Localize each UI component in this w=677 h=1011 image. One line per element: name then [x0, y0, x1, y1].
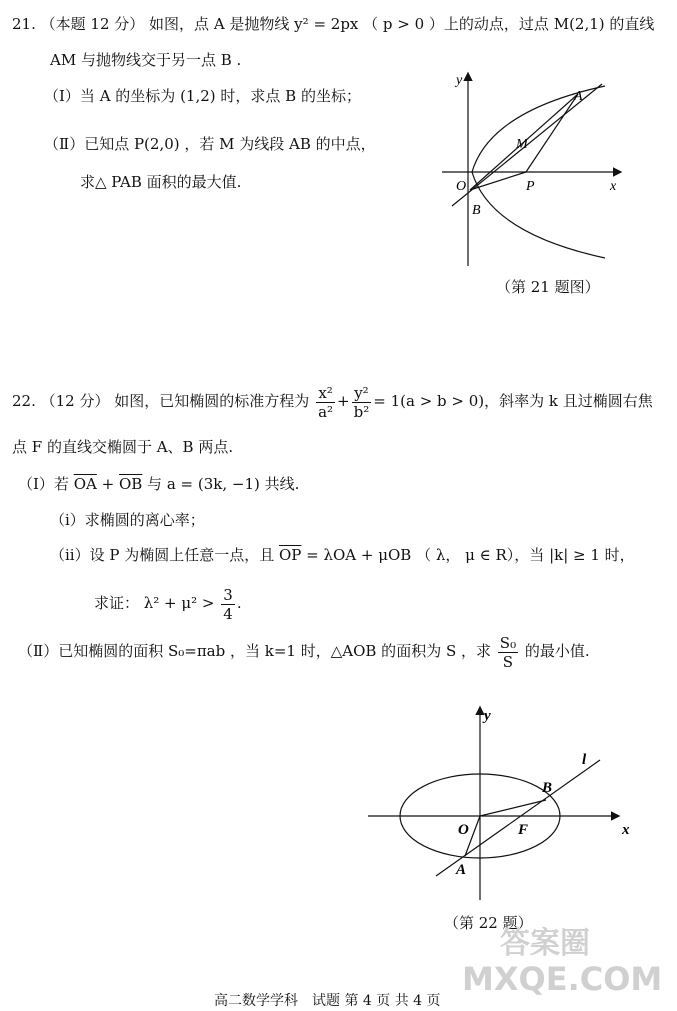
q22-frac-x: $\frac{\text{x²}}{\text{a²}}$: [318, 383, 334, 421]
q22-sub1: （i）求椭圆的离心率；: [50, 511, 205, 529]
q22-label-l: l: [582, 752, 587, 768]
q21-number: 21.: [12, 15, 36, 33]
q22-part2: [18, 632, 590, 671]
q22-stem-post: ，斜率为 k 且过椭圆右焦: [484, 392, 653, 410]
q22-vec-op: $\overline{OP}$: [279, 546, 302, 564]
q21-label-m: M: [516, 137, 528, 152]
q22-vec-ob: $\overline{OB}$: [118, 475, 143, 493]
q22-sub2-b: （ λ， μ ∈ R），当 |k| ≥ 1 时，: [411, 546, 635, 564]
q22-number: 22.: [12, 392, 36, 410]
q21-part1: （Ⅰ）当 A 的坐标为 (1,2) 时，求点 B 的坐标；: [44, 87, 361, 105]
q21-label-x: x: [610, 179, 617, 194]
q22-label-x: x: [622, 822, 630, 838]
q22-sub2-a: （ii）设 P 为椭圆上任意一点，且: [50, 546, 279, 564]
page-footer: 高二数学学科 试题 第 4 页 共 4 页: [214, 993, 441, 1009]
q22-stem-pre: 如图，已知椭圆的标准方程为: [114, 392, 310, 410]
q22-score: （12 分）: [40, 392, 110, 410]
q22-stem-line2: 点 F 的直线交椭圆于 A、B 两点.: [12, 438, 234, 456]
watermark-logo-text: 答案圈: [500, 926, 590, 961]
q21-figure: [430, 66, 630, 276]
q22-sub2-eq: = λOA + μOB: [301, 546, 412, 564]
q22-segment-ob: [480, 800, 546, 816]
q22-eq-tail: = 1(a > b > 0): [373, 392, 485, 410]
q21-figure-caption: （第 21 题图）: [496, 278, 600, 296]
q22-part1-b: 与 a = (3k, −1) 共线.: [142, 475, 300, 493]
watermark-url: MXQE.COM: [462, 960, 663, 998]
q21-label-p: P: [526, 179, 535, 194]
q22-label-y: y: [484, 708, 491, 724]
q22-label-b: B: [542, 780, 553, 796]
q22-prove: [94, 584, 242, 623]
q22-part1: [18, 474, 299, 494]
q22-plus: +: [337, 392, 350, 410]
q21-label-b: B: [472, 203, 481, 218]
q21-part2-a: （Ⅱ）已知点 P(2,0) ，若 M 为线段 AB 的中点，: [44, 135, 376, 153]
q21-stem-b: AM 与抛物线交于另一点 B .: [50, 51, 242, 69]
q22-prove-pre: 求证： λ² + μ² >: [94, 594, 215, 612]
q22-sub2: [50, 545, 635, 565]
q22-frac-y: $\frac{\text{y²}}{\text{b²}}$: [353, 383, 370, 421]
q22-line-l: [436, 760, 600, 876]
q22-vec-oa: $\overline{OA}$: [73, 475, 97, 493]
q21-label-y: y: [456, 73, 463, 88]
q22-frac-s0-s: $\frac{\text{S₀}}{S}$: [499, 633, 517, 671]
q22-label-a: A: [456, 862, 467, 878]
q22-frac-three-quarters: $\frac{3}{4}$: [223, 585, 233, 623]
q22-part1-a: （Ⅰ）若: [18, 475, 74, 493]
q22-figure: [360, 700, 650, 910]
q22-label-o: O: [458, 822, 469, 838]
q21-segment-pb: [470, 172, 526, 190]
q21-stem-a: 如图，点 A 是抛物线 y² = 2px （ p > 0 ）上的动点，过点 M(2,1) 的直线: [149, 15, 655, 33]
q21-score: （本题 12 分）: [40, 15, 145, 33]
q21-label-o: O: [456, 179, 467, 194]
q21-part2-b: 求△ PAB 面积的最大值.: [80, 173, 242, 191]
q22-figure-caption: （第 22 题）: [444, 914, 533, 932]
q22-line-1: [12, 382, 653, 421]
q22-prove-post: .: [236, 594, 242, 612]
q22-part2-b: 的最小值.: [524, 642, 590, 660]
q21-label-a: A: [574, 89, 583, 104]
q21-line-1: [12, 14, 654, 34]
q22-vec-plus: +: [96, 475, 119, 493]
q22-label-f: F: [518, 822, 529, 838]
q22-part2-a: （Ⅱ）已知椭圆的面积 S₀=πab ，当 k=1 时，△AOB 的面积为 S ，求: [18, 642, 492, 660]
